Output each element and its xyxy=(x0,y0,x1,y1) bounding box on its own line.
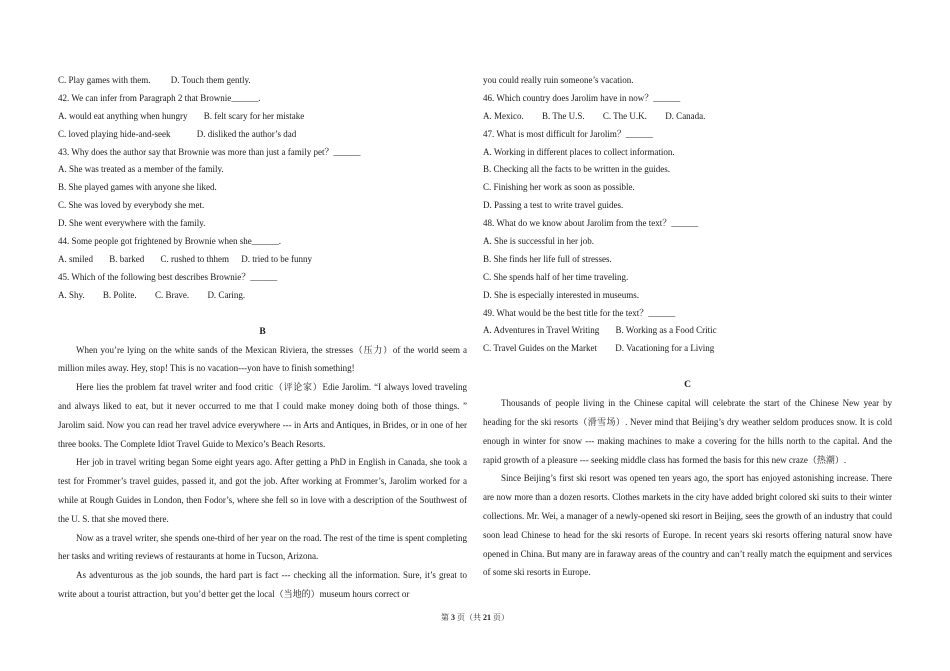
q45-option-a: A. Shy. xyxy=(58,289,85,300)
q48-question: 48. What do we know about Jarolim from the text？______ xyxy=(483,218,699,229)
q43-option-a: A. She was treated as a member of the family. xyxy=(58,164,224,175)
q41-option-c: C. Play games with them. xyxy=(58,75,151,85)
q48-option-a: A. She is successful in her job. xyxy=(483,236,594,247)
q45-option-b: B. Polite. xyxy=(102,289,137,300)
q42-option-c: C. loved playing hide-and-seek xyxy=(58,128,171,139)
passage-b-paragraph-4: Now as a travel writer, she spends one-third of her year on the road. The rest of the time is spent completing her tasks and writing reviews of restaurants at home in Tucson, Arizona. xyxy=(58,532,467,562)
q45-options xyxy=(58,287,467,305)
q46-option-d: D. Canada. xyxy=(665,110,706,121)
q42-options-row-1 xyxy=(58,108,467,126)
q41-options xyxy=(58,72,467,90)
q42-option-b: B. felt scary for her mistake xyxy=(203,110,305,121)
q49-options-row-2 xyxy=(483,340,892,358)
q48-option-d: D. She is especially interested in museums. xyxy=(483,289,639,300)
q43-option-c: C. She was loved by everybody she met. xyxy=(58,200,205,211)
q47-option-a: A. Working in different places to collect information. xyxy=(483,146,675,157)
section-b-title: B xyxy=(259,326,266,337)
q42-question: 42. We can infer from Paragraph 2 that Brownie______. xyxy=(58,92,261,103)
q45-question: 45. Which of the following best describes Brownie？______ xyxy=(58,271,278,282)
q44-option-c: C. rushed to thhem xyxy=(160,253,229,264)
passage-b-continued: you could really ruin someone’s vacation. xyxy=(483,75,634,85)
q49-option-c: C. Travel Guides on the Market xyxy=(483,343,597,354)
q44-options xyxy=(58,251,467,269)
q49-option-b: B. Working as a Food Critic xyxy=(615,325,717,336)
q42-options-row-2 xyxy=(58,126,467,144)
right-column xyxy=(483,72,892,582)
passage-c-paragraph-2: Since Beijing’s first ski resort was opened ten years ago, the sport has enjoyed astonishing increase. There are now more than a dozen resorts. Clothes markets in the city have added bright colored ski suits to their winter collections. Mr. Wei, a manager of a newly-opened ski resort in Beijing, sees the growth of an industry that could soon lead Chinese to head for the ski resorts of Europe. In recent years ski resorts offering natural snow have opened in China. But many are in faraway areas of the country and can’t really match the equipment and services of some ski resorts in Europe. xyxy=(483,473,892,578)
spacer xyxy=(483,358,892,376)
footer-total-pages: 21 xyxy=(483,613,491,622)
section-c-title: C xyxy=(684,380,691,391)
q43-option-d: D. She went everywhere with the family. xyxy=(58,218,206,229)
footer-page-number: 3 xyxy=(451,613,455,622)
q44-option-d: D. tried to be funny xyxy=(241,253,312,264)
q49-option-d: D. Vacationing for a Living xyxy=(615,343,715,354)
passage-b-paragraph-3: Her job in travel writing began Some eight years ago. After getting a PhD in English in Canada, she took a test for Frommer’s travel guides, passed it, and got the job. After working at Frommer’s, Jarolim worked for a while at Rough Guides in London, then Fodor’s, where she fell so in love with a description of the Southwest of the U. S. that she moved there. xyxy=(58,457,467,524)
q48-option-b: B. She finds her life full of stresses. xyxy=(483,253,612,264)
footer-suffix: 页） xyxy=(493,613,509,622)
q46-question: 46. Which country does Jarolim have in now？______ xyxy=(483,92,681,103)
footer-middle: 页（共 xyxy=(457,613,481,622)
q49-question: 49. What would be the best title for the text？______ xyxy=(483,307,676,318)
q47-option-c: C. Finishing her work as soon as possible. xyxy=(483,182,635,193)
q49-option-a: A. Adventures in Travel Writing xyxy=(483,325,600,336)
q47-option-d: D. Passing a test to write travel guides. xyxy=(483,200,624,211)
q43-option-b: B. She played games with anyone she liked. xyxy=(58,182,217,193)
q46-option-a: A. Mexico. xyxy=(483,110,524,121)
q45-option-d: D. Caring. xyxy=(207,289,246,300)
spacer xyxy=(58,305,467,323)
q44-option-b: B. barked xyxy=(109,253,145,264)
q47-option-b: B. Checking all the facts to be written in the guides. xyxy=(483,164,670,175)
q46-options xyxy=(483,108,892,126)
q49-options-row-1 xyxy=(483,322,892,340)
footer-prefix: 第 xyxy=(441,613,449,622)
q42-option-d: D. disliked the author’s dad xyxy=(196,128,297,139)
passage-c-paragraph-1: Thousands of people living in the Chinese capital will celebrate the start of the Chinese New year by heading for the ski resorts（滑雪场）. Never mind that Beijing’s dry weather seldom produces snow. It is cold enough in winter for snow --- making machines to make a covering for the hills north to the capital. And the rapid growth of a pleasure --- seeking middle class has formed the basis for this new craze（热潮）. xyxy=(483,398,892,465)
q43-question: 43. Why does the author say that Brownie was more than just a family pet？______ xyxy=(58,146,361,157)
q41-option-d: D. Touch them gently. xyxy=(170,75,251,85)
q42-option-a: A. would eat anything when hungry xyxy=(58,110,188,121)
passage-b-paragraph-5: As adventurous as the job sounds, the hard part is fact --- checking all the information. Sure, it’s great to write about a tourist attraction, but you’d better get the local（当地的）museum hours correct or xyxy=(58,570,467,599)
q46-option-c: C. The U.K. xyxy=(602,110,647,121)
q47-question: 47. What is most difficult for Jarolim？______ xyxy=(483,128,653,139)
q46-option-b: B. The U.S. xyxy=(542,110,585,121)
q44-question: 44. Some people got frightened by Brownie when she______. xyxy=(58,236,281,247)
passage-b-paragraph-2: Here lies the problem fat travel writer and food critic（评论家）Edie Jarolim. “I always loved traveling and always liked to eat, but it never occurred to me that I could make money doing both of those things. ” Jarolim said. Now you can read her travel advice everywhere --- in Arts and Antiques, in Brides, or in one of her three books. The Complete Idiot Travel Guide to Mexico’s Beach Resorts. xyxy=(58,382,467,449)
passage-b-paragraph-1: When you’re lying on the white sands of the Mexican Riviera, the stresses（压力）of the world seem a million miles away. Hey, stop! This is no vacation---yon have to finish something! xyxy=(58,344,467,374)
q45-option-c: C. Brave. xyxy=(154,289,190,300)
q44-option-a: A. smiled xyxy=(58,253,93,264)
left-column xyxy=(58,72,467,604)
page-footer xyxy=(0,612,950,623)
q48-option-c: C. She spends half of her time traveling. xyxy=(483,271,629,282)
